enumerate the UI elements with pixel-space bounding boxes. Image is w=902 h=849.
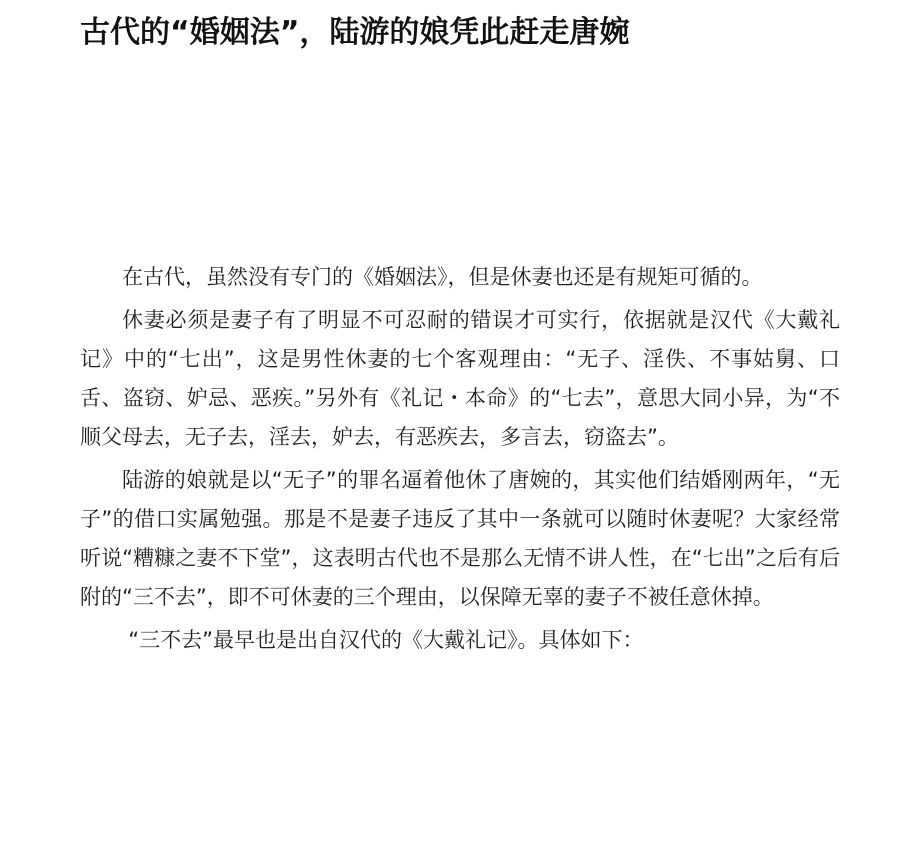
paragraph-lu-you: 陆游的娘就是以“无子”的罪名逼着他休了唐婉的，其实他们结婚刚两年，“无子”的借口实属勉强。那是不是妻子违反了其中一条就可以随时休妻呢？大家经常听说“糟糠之妻不下堂”，这表明古代也不是那么无情不讲人性，在“七出”之后有后附的“三不去”，即不可休妻的三个理由，以保障无辜的妻子不被任意休掉。 — [80, 468, 840, 609]
article-body — [80, 258, 840, 664]
paragraph-three-not-go: “三不去”最早也是出自汉代的《大戴礼记》。具体如下： — [128, 628, 644, 652]
paragraph-intro: 在古代，虽然没有专门的《婚姻法》，但是休妻也还是有规矩可循的。 — [122, 265, 763, 289]
article-title: 古代的“婚姻法”，陆游的娘凭此赶走唐婉 — [80, 15, 630, 50]
paragraph-seven-outs: 休妻必须是妻子有了明显不可忍耐的错误才可实行，依据就是汉代《大戴礼记》中的“七出”，这是男性休妻的七个客观理由：“无子、淫佚、不事姑舅、口舌、盗窃、妒忌、恶疾。”另外有《礼记・本命》的“七去”，意思大同小异，为“不顺父母去，无子去，淫去，妒去，有恶疾去，多言去，窃盗去”。 — [80, 308, 840, 449]
